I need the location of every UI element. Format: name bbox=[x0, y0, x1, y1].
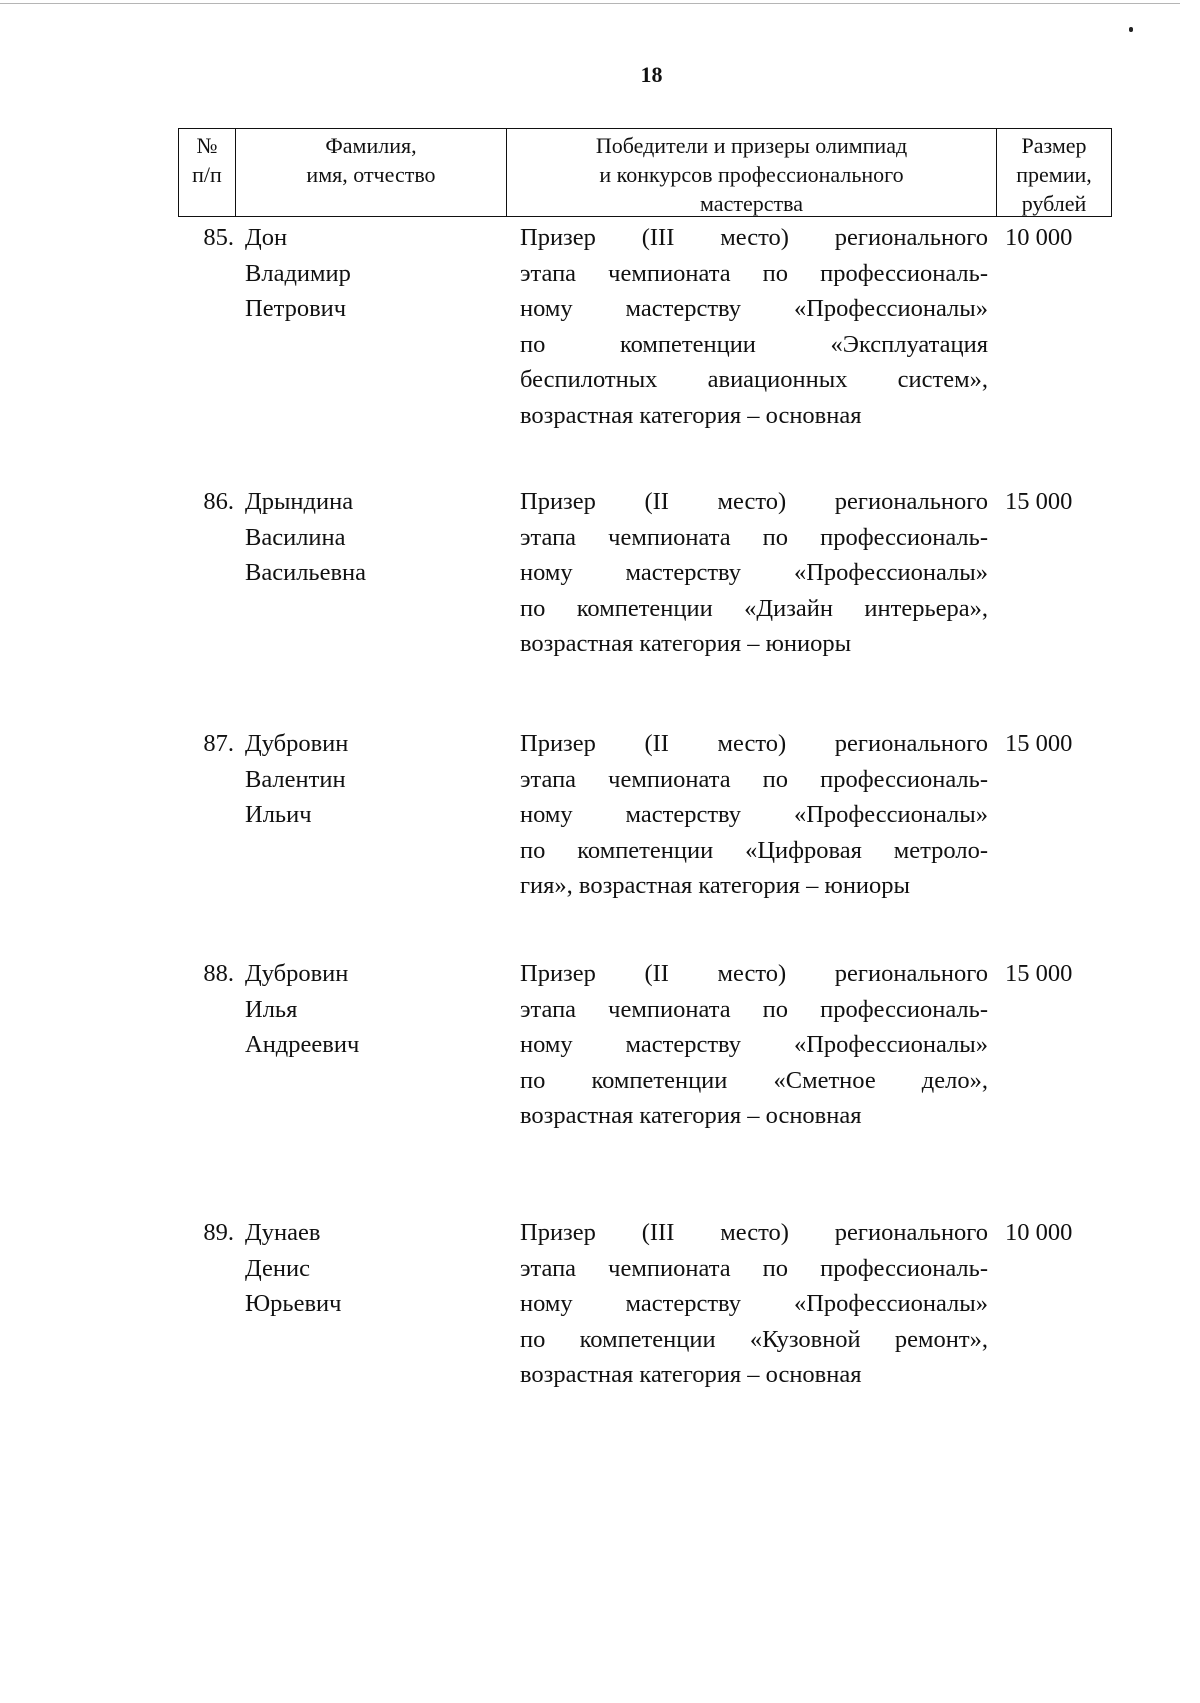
description-line: по компетенции «Эксплуатация bbox=[520, 330, 988, 358]
name-line: Васильевна bbox=[245, 559, 367, 586]
row-number: 87. bbox=[203, 730, 234, 757]
row-full-name bbox=[245, 1215, 505, 1322]
name-line: Валентин bbox=[245, 765, 346, 793]
header-text: п/п bbox=[192, 162, 222, 187]
header-text: рублей bbox=[1021, 191, 1087, 216]
row-full-name bbox=[245, 484, 505, 591]
row-number: 88. bbox=[203, 960, 234, 987]
description-line: Призер (II место) регионального bbox=[520, 488, 988, 515]
row-full-name bbox=[245, 956, 505, 1063]
row-prize-amount: 10 000 bbox=[1005, 224, 1073, 251]
description-line: возрастная категория – основная bbox=[520, 401, 862, 429]
name-line: Дрындина bbox=[245, 488, 354, 515]
header-text: премии, bbox=[1016, 162, 1092, 187]
row-description bbox=[520, 956, 988, 1134]
description-line: ному мастерству «Профессионалы» bbox=[520, 1031, 988, 1058]
description-line: по компетенции «Сметное дело», bbox=[520, 1066, 988, 1094]
description-line: возрастная категория – основная bbox=[520, 1361, 862, 1388]
row-number: 86. bbox=[203, 488, 234, 515]
header-text: № bbox=[196, 133, 218, 158]
description-line: беспилотных авиационных систем», bbox=[520, 366, 988, 393]
row-prize-amount: 15 000 bbox=[1005, 488, 1073, 515]
row-prize-amount: 10 000 bbox=[1005, 1219, 1073, 1246]
description-line: по компетенции «Дизайн интерьера», bbox=[520, 594, 988, 622]
row-number: 85. bbox=[203, 224, 234, 251]
description-line: этапа чемпионата по профессиональ- bbox=[520, 259, 988, 287]
description-line: возрастная категория – основная bbox=[520, 1102, 862, 1129]
name-line: Петрович bbox=[245, 295, 347, 322]
row-prize-amount: 15 000 bbox=[1005, 730, 1073, 757]
row-description bbox=[520, 1215, 988, 1393]
header-text: Победители и призеры олимпиад bbox=[595, 133, 908, 158]
name-line: Василина bbox=[245, 523, 346, 551]
description-line: по компетенции «Цифровая метроло- bbox=[520, 836, 988, 864]
row-number: 89. bbox=[203, 1219, 234, 1246]
row-prize-amount: 15 000 bbox=[1005, 960, 1073, 987]
row-full-name bbox=[245, 220, 505, 327]
description-line: ному мастерству «Профессионалы» bbox=[520, 1290, 988, 1317]
name-line: Ильич bbox=[245, 801, 312, 828]
description-line: этапа чемпионата по профессиональ- bbox=[520, 765, 988, 793]
description-line: Призер (III место) регионального bbox=[520, 1219, 988, 1246]
description-line: ному мастерству «Профессионалы» bbox=[520, 295, 988, 322]
row-full-name bbox=[245, 726, 505, 833]
description-line: Призер (II место) регионального bbox=[520, 960, 988, 987]
row-description bbox=[520, 484, 988, 662]
description-line: ному мастерству «Профессионалы» bbox=[520, 801, 988, 828]
name-line: Илья bbox=[245, 995, 298, 1023]
description-line: этапа чемпионата по профессиональ- bbox=[520, 995, 988, 1023]
header-text: и конкурсов профессионального bbox=[599, 162, 904, 187]
header-text: мастерства bbox=[700, 191, 803, 216]
page-number: 18 bbox=[640, 62, 663, 87]
name-line: Дубровин bbox=[245, 960, 349, 987]
description-line: этапа чемпионата по профессиональ- bbox=[520, 1254, 988, 1282]
description-line: возрастная категория – юниоры bbox=[520, 630, 852, 657]
description-line: ному мастерству «Профессионалы» bbox=[520, 559, 988, 586]
description-line: Призер (III место) регионального bbox=[520, 224, 988, 251]
header-text: имя, отчество bbox=[306, 162, 436, 187]
name-line: Дунаев bbox=[245, 1219, 321, 1246]
description-line: Призер (II место) регионального bbox=[520, 730, 988, 757]
row-description bbox=[520, 220, 988, 433]
description-line: этапа чемпионата по профессиональ- bbox=[520, 523, 988, 551]
row-description bbox=[520, 726, 988, 904]
description-line: гия», возрастная категория – юниоры bbox=[520, 872, 911, 899]
header-text: Размер bbox=[1021, 133, 1087, 158]
header-text: Фамилия, bbox=[325, 133, 417, 158]
description-line: по компетенции «Кузовной ремонт», bbox=[520, 1325, 988, 1353]
name-line: Дубровин bbox=[245, 730, 349, 757]
name-line: Дон bbox=[245, 224, 288, 251]
name-line: Владимир bbox=[245, 259, 351, 287]
name-line: Андреевич bbox=[245, 1031, 360, 1058]
name-line: Денис bbox=[245, 1254, 310, 1282]
name-line: Юрьевич bbox=[245, 1290, 342, 1317]
